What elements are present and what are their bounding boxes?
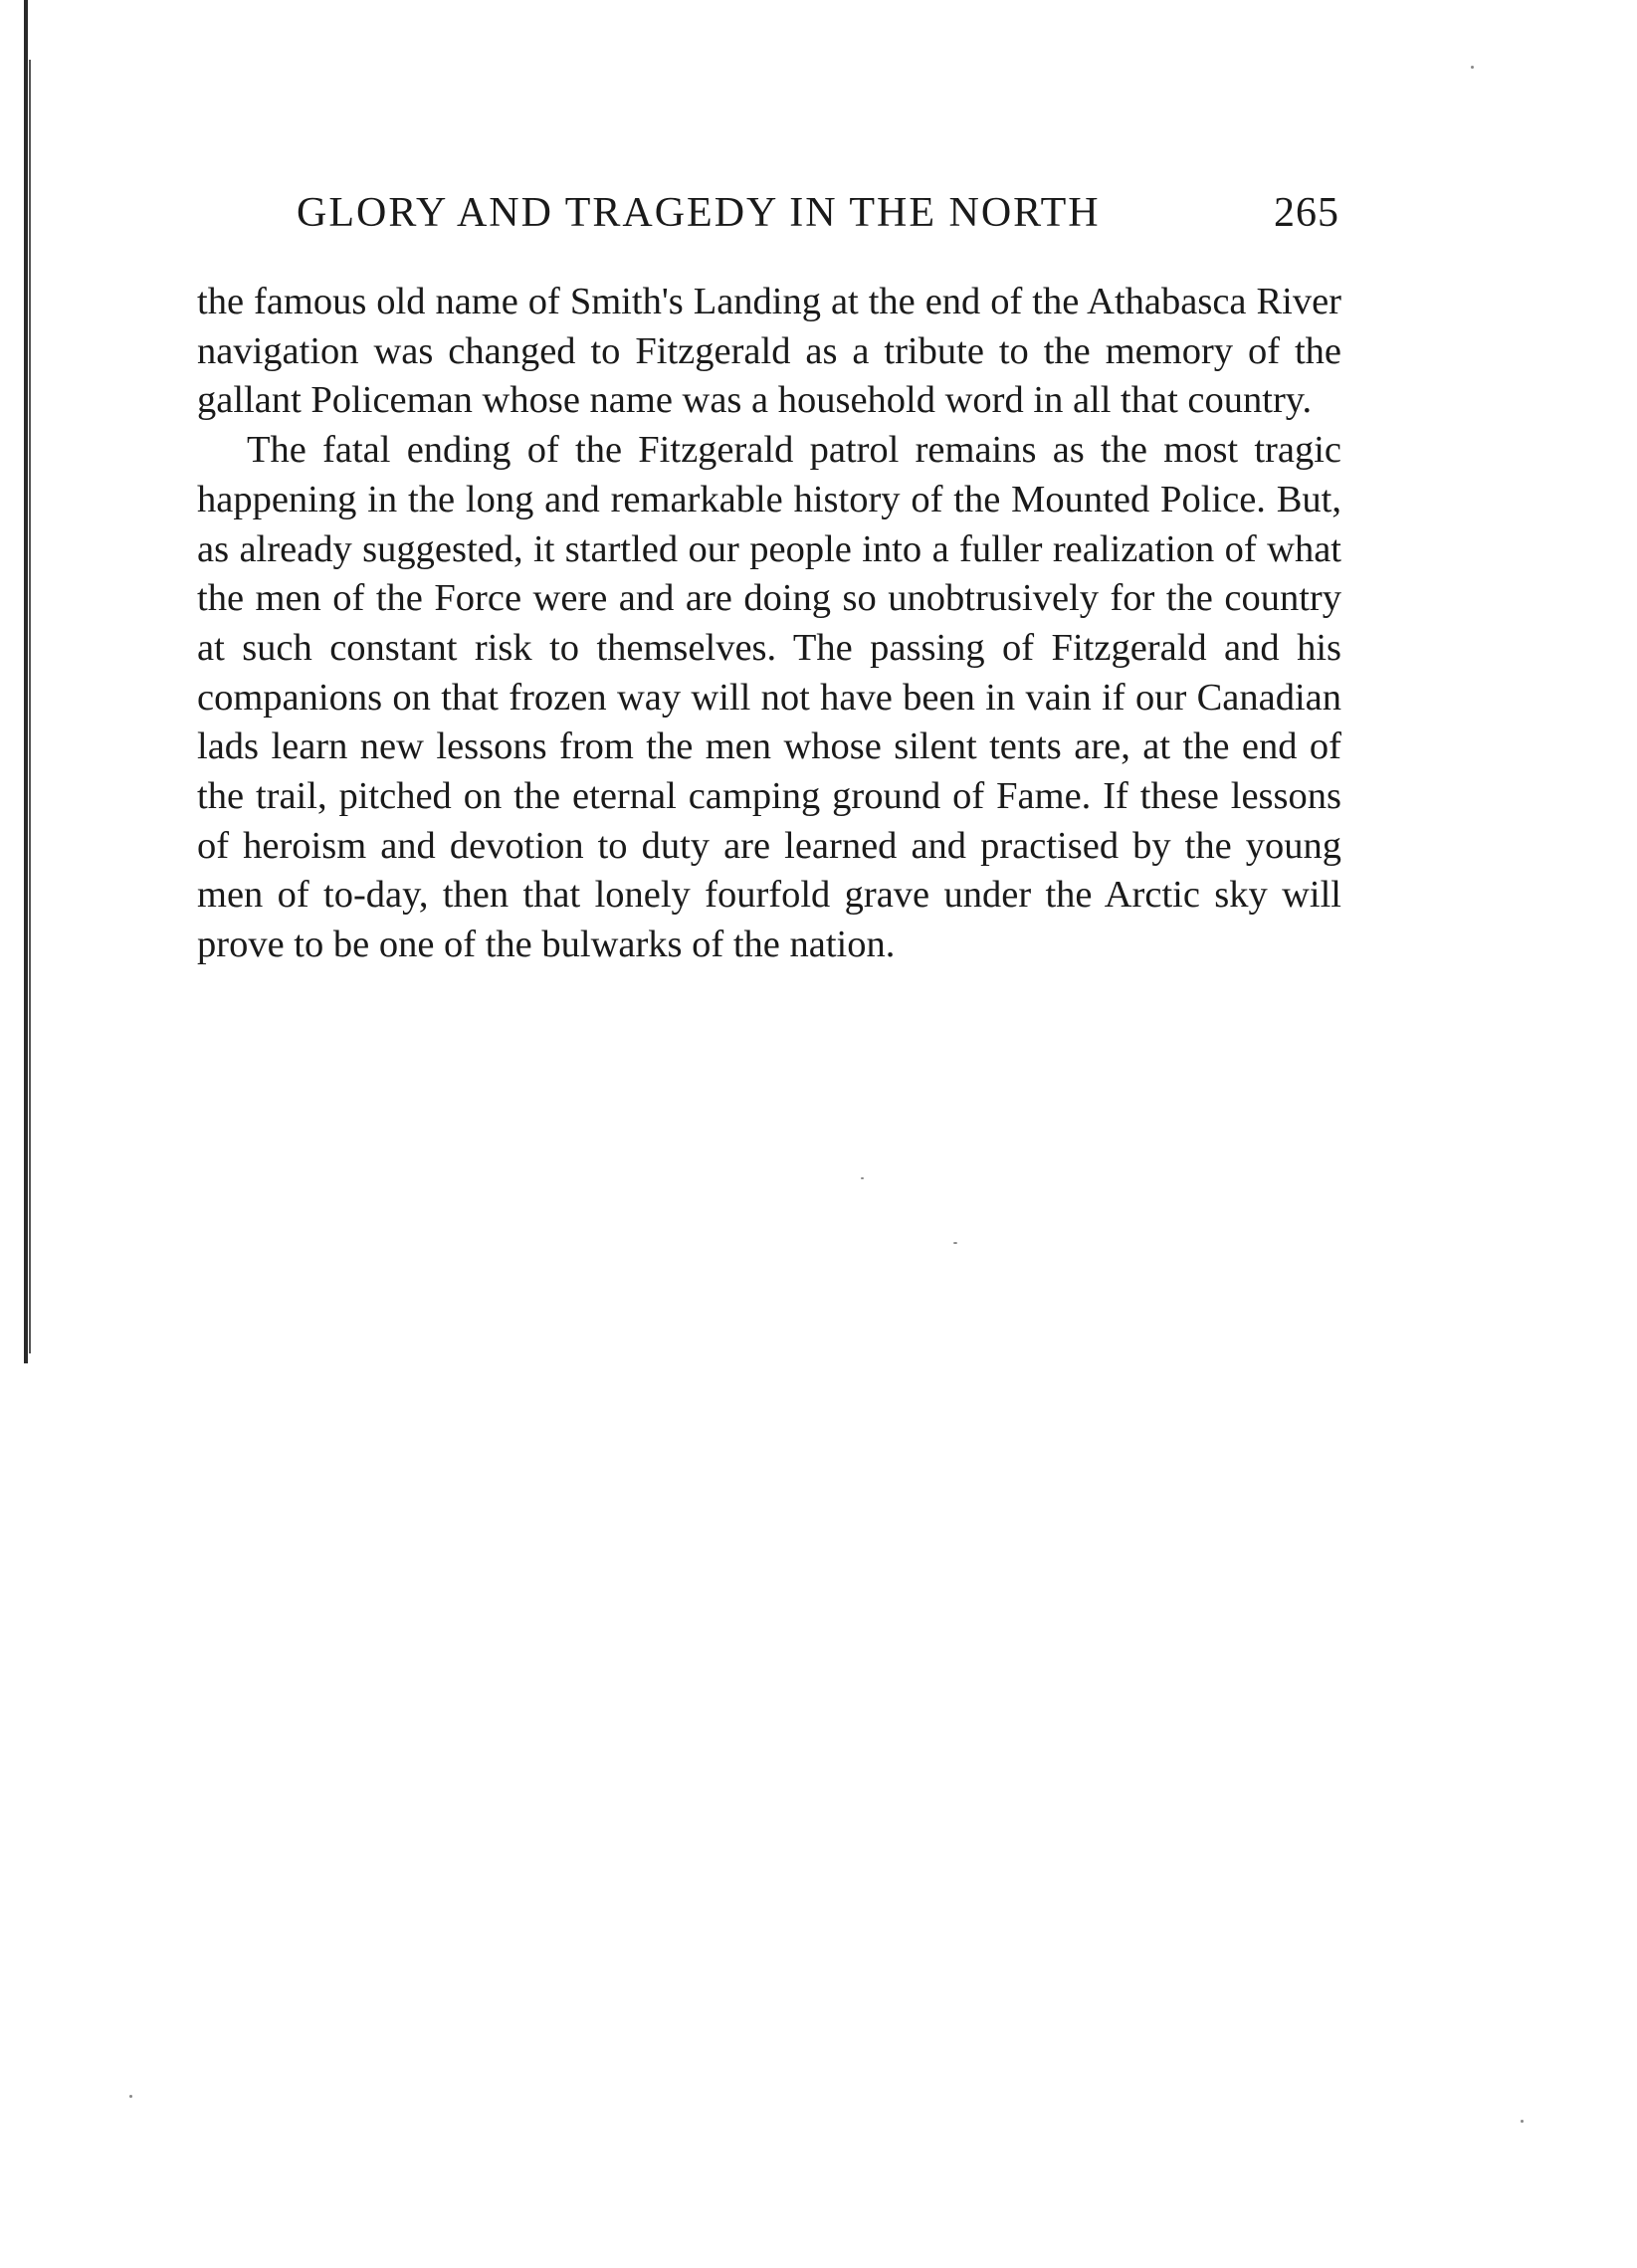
scan-speck <box>1521 2120 1524 2123</box>
running-head <box>297 189 1339 239</box>
running-title: GLORY AND TRAGEDY IN THE NORTH <box>297 190 1101 236</box>
scan-binding-shadow <box>29 60 31 1353</box>
page-number: 265 <box>1274 190 1339 236</box>
scan-speck <box>1471 66 1474 69</box>
paragraph-fitzgerald-patrol: The fatal ending of the Fitzgerald patrol remains as the most tragic happening in the long and remarkable history of the Mounted Police. But, as already suggested, it startled our people into a fuller realization of what the men of the Force were and are doing so unobtrusively for the country at such constant risk to themselves. The passing of Fitzgerald and his companions on that frozen way will not have been in vain if our Canadian lads learn new lessons from the men whose silent tents are, at the end of the trail, pitched on the eternal camping ground of Fame. If these lessons of heroism and devotion to duty are learned and practised by the young men of to-day, then that lonely fourfold grave under the Arctic sky will prove to be one of the bulwarks of the nation. <box>197 429 1341 966</box>
scan-speck <box>953 1242 957 1244</box>
scan-binding-edge <box>24 0 28 1363</box>
scan-speck <box>861 1177 864 1179</box>
scan-speck <box>129 2095 132 2098</box>
body-text <box>197 278 1341 970</box>
paragraph-continued: the famous old name of Smith's Landing at the end of the Athabasca River navigation was changed to Fitzgerald as a tribute to the memory of the gallant Policeman whose name was a household word in all that country. <box>197 281 1341 422</box>
